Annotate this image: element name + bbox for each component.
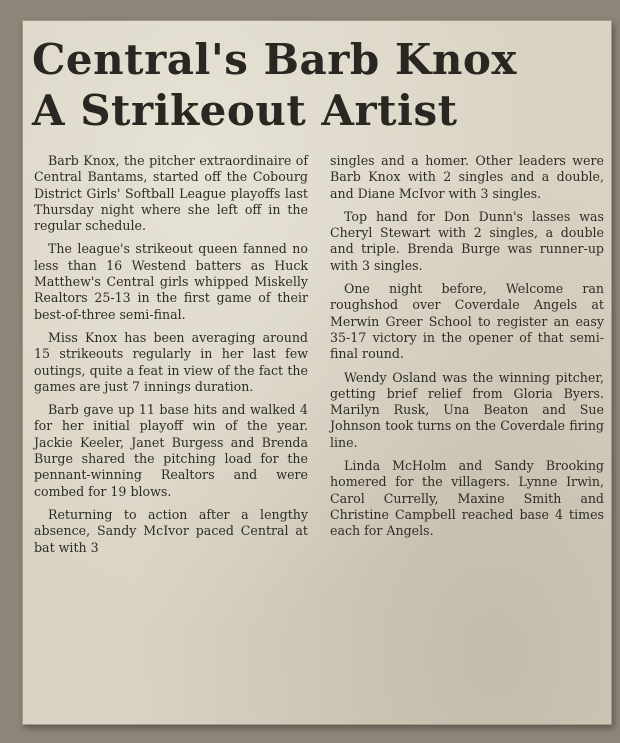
right-column: [330, 153, 604, 547]
left-column: [34, 153, 308, 563]
paragraph: The league's strikeout queen fanned no less than 16 Westend batters as Huck Matthew's Central girls whipped Miskelly Realtors 25-13 in the first game of their best-of-three semi-final.: [34, 241, 308, 322]
paragraph: Top hand for Don Dunn's lasses was Cheryl Stewart with 2 singles, a double and triple. Brenda Burge was runner-up with 3 singles.: [330, 208, 604, 273]
paragraph: Miss Knox has been averaging around 15 strikeouts regularly in her last few outings, quite a feat in view of the fact the games are just 7 innings duration.: [34, 329, 308, 394]
headline: [32, 34, 612, 136]
paragraph: One night before, Welcome ran roughshod over Coverdale Angels at Merwin Greer School to register an easy 35-17 victory in the opener of that semi-final round.: [330, 281, 604, 362]
paragraph-continued: singles and a homer. Other leaders were Barb Knox with 2 singles and a double, and Diane McIvor with 3 singles.: [330, 153, 604, 201]
headline-line-2: A Strikeout Artist: [32, 86, 458, 135]
paragraph: Wendy Osland was the winning pitcher, getting brief relief from Gloria Byers. Marilyn Rusk, Una Beaton and Sue Johnson took turns on the Coverdale firing line.: [330, 369, 604, 450]
newspaper-clipping: [22, 20, 612, 725]
paragraph: Barb gave up 11 base hits and walked 4 for her initial playoff win of the year. Jackie Keeler, Janet Burgess and Brenda Burge shared the pitching load for the pennant-winning Realtors and were combed for 19 blows.: [34, 402, 308, 499]
paragraph: Linda McHolm and Sandy Brooking homered for the villagers. Lynne Irwin, Carol Currelly, Maxine Smith and Christine Campbell reached base 4 times each for Angels.: [330, 458, 604, 539]
article-body: [34, 153, 606, 713]
headline-line-1: Central's Barb Knox: [32, 35, 517, 84]
paragraph: Returning to action after a lengthy absence, Sandy McIvor paced Central at bat with 3: [34, 506, 308, 555]
paragraph: Barb Knox, the pitcher extraordinaire of Central Bantams, started off the Cobourg District Girls' Softball League playoffs last Thursday night where she left off in the regular schedule.: [34, 153, 308, 234]
